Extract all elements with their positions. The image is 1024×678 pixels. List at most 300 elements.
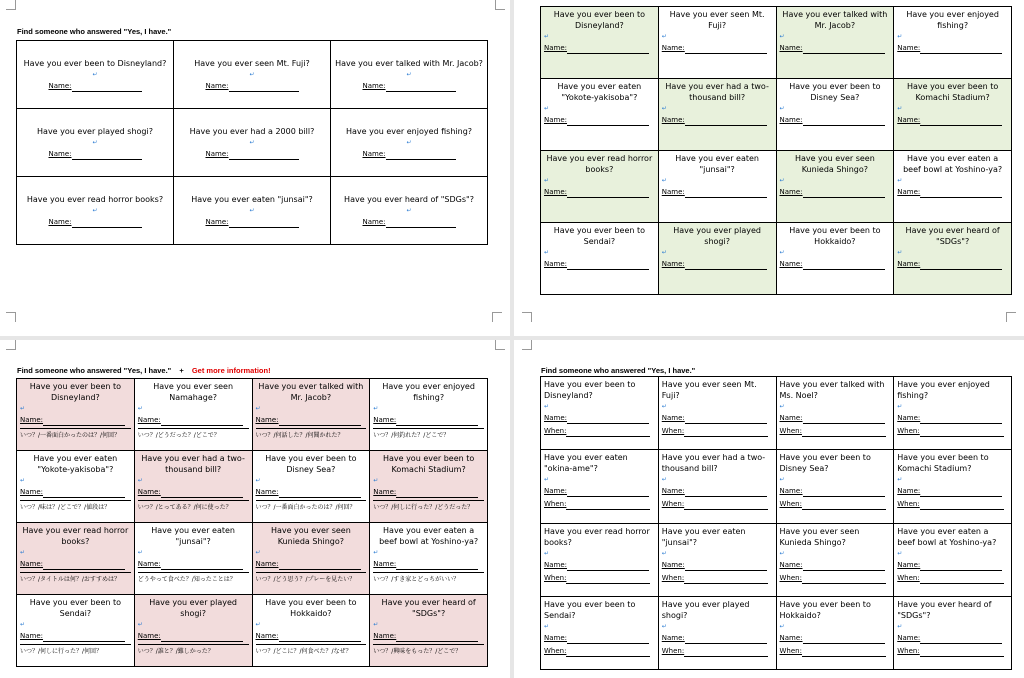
name-field-label: Name: xyxy=(897,260,921,268)
name-field xyxy=(662,486,773,497)
question-text: Have you ever seen Namahage? xyxy=(153,382,234,402)
paragraph-mark: ↵ xyxy=(897,177,903,184)
plus-sign: + xyxy=(179,366,184,375)
question-text: Have you ever had a two-thousand bill? xyxy=(141,454,245,474)
name-field-label: Name: xyxy=(373,416,397,424)
grid-cell xyxy=(894,151,1012,223)
question-text: Have you ever seen Kunieda Shingo? xyxy=(794,154,875,174)
name-field xyxy=(897,187,1008,198)
name-field-label: Name: xyxy=(20,632,44,640)
grid-cell xyxy=(894,523,1012,596)
paragraph-mark: ↵ xyxy=(779,622,785,630)
paragraph-mark: ↵ xyxy=(137,621,143,628)
when-field xyxy=(662,646,773,657)
question-text: Have you ever heard of "SDGs"? xyxy=(905,226,1000,246)
when-field-blank[interactable] xyxy=(684,500,768,510)
paragraph-mark: ↵ xyxy=(373,621,379,628)
name-field-label: Name: xyxy=(255,488,279,496)
name-field xyxy=(544,259,655,270)
grid-cell xyxy=(541,450,659,523)
name-field xyxy=(373,487,484,498)
name-field-label: Name: xyxy=(137,488,161,496)
name-field xyxy=(544,560,655,571)
name-field-blank[interactable] xyxy=(803,487,885,497)
question-text: Have you ever talked with Mr. Jacob? xyxy=(335,58,483,68)
question-text: Have you ever eaten "okina-ame"? xyxy=(544,453,628,474)
when-field-blank[interactable] xyxy=(684,647,768,657)
grid-cell xyxy=(174,177,331,245)
name-field xyxy=(256,487,367,498)
followup-prompts: いつ？/味は？/どこで？/値段は？ xyxy=(20,500,131,513)
when-field xyxy=(544,573,655,584)
when-field-blank[interactable] xyxy=(802,427,886,437)
name-field-blank[interactable] xyxy=(920,44,1002,54)
grid-cell xyxy=(894,7,1012,79)
when-field xyxy=(780,646,891,657)
name-field xyxy=(20,559,131,570)
grid-cell xyxy=(541,7,659,79)
followup-prompts: いつ？/何釣れた？/どこで？ xyxy=(373,428,484,441)
paragraph-mark: ↵ xyxy=(255,405,261,412)
name-field-blank[interactable] xyxy=(685,561,767,571)
paragraph-mark: ↵ xyxy=(406,70,412,78)
when-field-blank[interactable] xyxy=(920,574,1004,584)
name-field xyxy=(897,633,1008,644)
name-field-label: Name: xyxy=(362,217,386,226)
question-text: Have you ever heard of "SDGs"? xyxy=(344,194,474,204)
when-field-blank[interactable] xyxy=(566,647,650,657)
name-field-label: Name: xyxy=(897,633,921,642)
grid-cell xyxy=(658,596,776,669)
name-field-label: Name: xyxy=(779,260,803,268)
question-text: Have you ever been to Sendai? xyxy=(29,598,122,618)
paragraph-mark: ↵ xyxy=(779,249,785,256)
grid-cell xyxy=(776,596,894,669)
question-text: Have you ever eaten "junsai"? xyxy=(151,526,235,546)
name-field-label: Name: xyxy=(897,44,921,52)
grid-cell xyxy=(252,595,370,667)
corner-mark xyxy=(495,0,505,10)
name-field xyxy=(544,486,655,497)
question-text: Have you ever been to Komachi Stadium? xyxy=(906,82,999,102)
name-field-blank[interactable] xyxy=(229,82,299,92)
paragraph-mark: ↵ xyxy=(779,105,785,112)
name-field xyxy=(780,259,891,270)
grid-cell xyxy=(541,223,659,295)
name-field-label: Name: xyxy=(661,260,685,268)
name-field-label: Name: xyxy=(362,149,386,158)
when-field xyxy=(544,426,655,437)
name-field xyxy=(662,413,773,424)
name-field-label: Name: xyxy=(255,632,279,640)
name-field-blank[interactable] xyxy=(72,150,142,160)
document-page-1 xyxy=(0,0,510,336)
name-field-label: Name: xyxy=(897,188,921,196)
grid-cell xyxy=(134,379,252,451)
name-field-blank[interactable] xyxy=(685,634,767,644)
when-field-label: When: xyxy=(661,427,685,435)
name-field-blank[interactable] xyxy=(279,632,361,642)
paragraph-mark: ↵ xyxy=(897,476,903,484)
name-field-label: Name: xyxy=(661,44,685,52)
name-field-blank[interactable] xyxy=(567,487,649,497)
when-field-blank[interactable] xyxy=(566,574,650,584)
grid-cell xyxy=(894,596,1012,669)
name-field-blank[interactable] xyxy=(685,188,767,198)
question-text: Have you ever seen Mt. Fuji? xyxy=(669,10,765,30)
question-text: Have you ever played shogi? xyxy=(673,226,761,246)
paragraph-mark: ↵ xyxy=(137,477,143,484)
find-someone-grid xyxy=(16,40,488,245)
grid-cell xyxy=(541,377,659,450)
name-field-label: Name: xyxy=(779,487,803,496)
question-text: Have you ever been to Disneyland? xyxy=(23,58,167,68)
followup-prompts: いつ？/一番面白かったのは？/何回？ xyxy=(20,428,131,441)
bingo-grid xyxy=(540,6,1012,295)
question-text: Have you ever eaten "junsai"? xyxy=(191,194,313,204)
paragraph-mark: ↵ xyxy=(92,138,98,146)
name-field-blank[interactable] xyxy=(386,218,456,228)
grid-cell xyxy=(134,523,252,595)
question-text: Have you ever been to Hokkaido? xyxy=(265,598,357,618)
question-text: Have you ever played shogi? xyxy=(149,598,237,618)
bingo-grid-followups xyxy=(16,378,488,667)
grid-cell xyxy=(17,379,135,451)
name-field xyxy=(20,487,131,498)
name-field xyxy=(780,43,891,54)
question-text: Have you ever seen Kunieda Shingo? xyxy=(779,526,860,547)
name-field-label: Name: xyxy=(779,633,803,642)
paragraph-mark: ↵ xyxy=(544,622,550,630)
paragraph-mark: ↵ xyxy=(137,405,143,412)
paragraph-mark: ↵ xyxy=(897,249,903,256)
when-field xyxy=(662,499,773,510)
name-field-blank[interactable] xyxy=(567,116,649,126)
followup-prompts: いつ？/何話した？/何聞かれた？ xyxy=(256,428,367,441)
name-field-label: Name: xyxy=(897,414,921,422)
question-text: Have you ever eaten a beef bowl at Yoshino-ya? xyxy=(897,526,997,547)
name-field xyxy=(780,413,891,424)
question-text: Have you ever read horror books? xyxy=(546,154,653,174)
paragraph-mark: ↵ xyxy=(661,105,667,112)
name-field-label: Name: xyxy=(373,632,397,640)
name-field-blank[interactable] xyxy=(279,560,361,570)
name-field-blank[interactable] xyxy=(161,632,243,642)
grid-cell xyxy=(658,79,776,151)
followup-prompts: いつ？/すき家とどっちがいい？ xyxy=(373,572,484,585)
question-text: Have you ever played shogi? xyxy=(37,126,153,136)
name-field-label: Name: xyxy=(205,217,229,226)
name-field xyxy=(662,187,773,198)
name-field-blank[interactable] xyxy=(386,150,456,160)
when-field-label: When: xyxy=(779,573,802,582)
name-field-blank[interactable] xyxy=(685,487,767,497)
corner-mark xyxy=(522,312,532,322)
question-text: Have you ever enjoyed fishing? xyxy=(897,380,990,400)
name-field-blank[interactable] xyxy=(803,44,885,54)
question-text: Have you ever eaten a beef bowl at Yoshino-ya? xyxy=(379,526,479,546)
name-field xyxy=(544,413,655,424)
name-field-blank[interactable] xyxy=(685,414,767,424)
name-field xyxy=(20,217,170,228)
when-field-blank[interactable] xyxy=(802,574,886,584)
name-field-blank[interactable] xyxy=(567,188,649,198)
name-field-blank[interactable] xyxy=(803,634,885,644)
when-field xyxy=(780,573,891,584)
when-field-label: When: xyxy=(779,500,802,509)
paragraph-mark: ↵ xyxy=(255,549,261,556)
name-field-blank[interactable] xyxy=(567,414,649,424)
question-text: Have you ever played shogi? xyxy=(661,599,750,620)
paragraph-mark: ↵ xyxy=(661,549,667,557)
when-field xyxy=(544,646,655,657)
when-field-label: When: xyxy=(779,427,802,435)
name-field-label: Name: xyxy=(20,416,44,424)
grid-cell xyxy=(776,450,894,523)
name-field-label: Name: xyxy=(661,633,685,642)
name-field-label: Name: xyxy=(373,488,397,496)
followup-prompts: いつ？/何しに行った？/どうだった？ xyxy=(373,500,484,513)
question-text: Have you ever seen Mt. Fuji? xyxy=(661,380,757,400)
question-text: Have you ever been to Disney Sea? xyxy=(779,453,871,474)
question-text: Have you ever been to Hokkaido? xyxy=(789,226,881,246)
name-field-blank[interactable] xyxy=(920,634,1002,644)
when-field-label: When: xyxy=(897,573,920,582)
name-field-blank[interactable] xyxy=(567,561,649,571)
name-field-blank[interactable] xyxy=(920,116,1002,126)
paragraph-mark: ↵ xyxy=(544,249,550,256)
name-field xyxy=(334,217,484,228)
name-field-blank[interactable] xyxy=(43,488,125,498)
name-field-label: Name: xyxy=(544,116,568,124)
when-field-blank[interactable] xyxy=(920,427,1004,437)
name-field-blank[interactable] xyxy=(161,560,243,570)
document-page-3 xyxy=(0,340,510,678)
paragraph-mark: ↵ xyxy=(544,476,550,484)
when-field-label: When: xyxy=(897,427,920,435)
followup-prompts: いつ？/どう思う？/プレーを見たい？ xyxy=(256,572,367,585)
when-field-blank[interactable] xyxy=(566,427,650,437)
when-field-blank[interactable] xyxy=(802,647,886,657)
when-field-blank[interactable] xyxy=(684,574,768,584)
name-field xyxy=(256,559,367,570)
name-field-blank[interactable] xyxy=(396,632,478,642)
grid-cell xyxy=(776,151,894,223)
name-field xyxy=(177,149,327,160)
when-field xyxy=(897,426,1008,437)
page-heading: Find someone who answered "Yes, I have." xyxy=(17,27,172,36)
name-field-label: Name: xyxy=(661,188,685,196)
name-field-blank[interactable] xyxy=(279,488,361,498)
name-field xyxy=(544,633,655,644)
grid-cell xyxy=(541,79,659,151)
when-field xyxy=(662,426,773,437)
paragraph-mark: ↵ xyxy=(20,621,26,628)
name-field-label: Name: xyxy=(779,116,803,124)
grid-cell xyxy=(17,451,135,523)
name-field-blank[interactable] xyxy=(685,116,767,126)
question-text: Have you ever enjoyed fishing? xyxy=(382,382,475,402)
name-field-blank[interactable] xyxy=(72,82,142,92)
name-field-label: Name: xyxy=(661,116,685,124)
when-field xyxy=(897,499,1008,510)
followup-prompts: いつ？/とってある？/何に使った？ xyxy=(138,500,249,513)
name-field-blank[interactable] xyxy=(803,260,885,270)
question-text: Have you ever heard of "SDGs"? xyxy=(897,599,992,620)
when-field-blank[interactable] xyxy=(920,500,1004,510)
name-field xyxy=(780,486,891,497)
paragraph-mark: ↵ xyxy=(779,549,785,557)
corner-mark xyxy=(1006,312,1016,322)
followup-prompts: いつ？/何しに行った？/何回？ xyxy=(20,644,131,657)
paragraph-mark: ↵ xyxy=(897,33,903,40)
grid-cell xyxy=(331,41,488,109)
grid-cell xyxy=(252,379,370,451)
heading-text: Find someone who answered "Yes, I have." xyxy=(17,366,172,375)
grid-cell xyxy=(894,450,1012,523)
paragraph-mark: ↵ xyxy=(544,33,550,40)
name-field-blank[interactable] xyxy=(803,561,885,571)
followup-prompts: どうやって食べた？/知ったことは？ xyxy=(138,572,249,585)
name-field-label: Name: xyxy=(137,416,161,424)
paragraph-mark: ↵ xyxy=(779,403,785,410)
followup-prompts: いつ？/興味をもった？/どこで？ xyxy=(373,644,484,657)
name-field-blank[interactable] xyxy=(920,260,1002,270)
name-field-blank[interactable] xyxy=(803,116,885,126)
name-field-blank[interactable] xyxy=(685,44,767,54)
name-field xyxy=(138,487,249,498)
name-field-blank[interactable] xyxy=(803,414,885,424)
question-text: Have you ever been to Sendai? xyxy=(553,226,646,246)
name-field-blank[interactable] xyxy=(567,44,649,54)
question-text: Have you ever enjoyed fishing? xyxy=(906,10,999,30)
corner-mark xyxy=(492,312,502,322)
name-field xyxy=(256,631,367,642)
paragraph-mark: ↵ xyxy=(897,622,903,630)
followup-prompts: いつ？/タイトルは何？/おすすめは？ xyxy=(20,572,131,585)
name-field-label: Name: xyxy=(137,632,161,640)
question-text: Have you ever been to Disneyland? xyxy=(553,10,646,30)
name-field-blank[interactable] xyxy=(161,416,243,426)
name-field-blank[interactable] xyxy=(43,416,125,426)
grid-cell xyxy=(370,523,488,595)
grid-cell xyxy=(174,109,331,177)
when-field-blank[interactable] xyxy=(566,500,650,510)
name-field-blank[interactable] xyxy=(396,560,478,570)
grid-cell xyxy=(658,377,776,450)
name-field-label: Name: xyxy=(897,487,921,496)
grid-cell xyxy=(370,451,488,523)
name-field-blank[interactable] xyxy=(386,82,456,92)
name-field-blank[interactable] xyxy=(920,487,1002,497)
name-field xyxy=(897,43,1008,54)
name-field xyxy=(373,559,484,570)
name-field xyxy=(662,259,773,270)
name-field-blank[interactable] xyxy=(229,218,299,228)
name-field-label: Name: xyxy=(205,149,229,158)
name-field xyxy=(544,43,655,54)
grid-cell xyxy=(370,379,488,451)
question-text: Have you ever read horror books? xyxy=(26,194,164,204)
question-text: Have you ever had a two-thousand bill? xyxy=(661,453,766,474)
when-field-blank[interactable] xyxy=(684,427,768,437)
followup-prompts: いつ？/どこに？/何食べた？/なぜ？ xyxy=(256,644,367,657)
bingo-grid-when xyxy=(540,376,1012,670)
name-field-blank[interactable] xyxy=(279,416,361,426)
paragraph-mark: ↵ xyxy=(249,138,255,146)
paragraph-mark: ↵ xyxy=(779,177,785,184)
name-field-blank[interactable] xyxy=(396,416,478,426)
question-text: Have you ever talked with Mr. Jacob? xyxy=(258,382,364,402)
name-field xyxy=(662,115,773,126)
name-field-blank[interactable] xyxy=(920,188,1002,198)
name-field-blank[interactable] xyxy=(920,561,1002,571)
name-field xyxy=(177,81,327,92)
grid-cell xyxy=(17,595,135,667)
name-field-label: Name: xyxy=(48,149,72,158)
name-field xyxy=(897,259,1008,270)
paragraph-mark: ↵ xyxy=(249,206,255,214)
grid-cell xyxy=(252,451,370,523)
paragraph-mark: ↵ xyxy=(661,622,667,630)
name-field-label: Name: xyxy=(779,44,803,52)
name-field xyxy=(20,149,170,160)
name-field-blank[interactable] xyxy=(43,560,125,570)
name-field-blank[interactable] xyxy=(72,218,142,228)
name-field-blank[interactable] xyxy=(229,150,299,160)
when-field-label: When: xyxy=(544,573,567,582)
paragraph-mark: ↵ xyxy=(255,621,261,628)
name-field xyxy=(897,560,1008,571)
name-field-blank[interactable] xyxy=(920,414,1002,424)
name-field-blank[interactable] xyxy=(685,260,767,270)
paragraph-mark: ↵ xyxy=(20,477,26,484)
paragraph-mark: ↵ xyxy=(661,476,667,484)
when-field-blank[interactable] xyxy=(802,500,886,510)
name-field-label: Name: xyxy=(255,560,279,568)
question-text: Have you ever talked with Ms. Noel? xyxy=(779,380,885,400)
grid-cell xyxy=(776,223,894,295)
question-text: Have you ever read horror books? xyxy=(544,526,650,547)
question-text: Have you ever talked with Mr. Jacob? xyxy=(782,10,888,30)
name-field xyxy=(780,187,891,198)
name-field-label: Name: xyxy=(897,560,921,569)
name-field-label: Name: xyxy=(544,414,568,422)
grid-cell xyxy=(17,109,174,177)
name-field-label: Name: xyxy=(779,414,803,422)
name-field-blank[interactable] xyxy=(43,632,125,642)
name-field-blank[interactable] xyxy=(567,634,649,644)
when-field-blank[interactable] xyxy=(920,647,1004,657)
grid-cell xyxy=(658,450,776,523)
paragraph-mark: ↵ xyxy=(544,403,550,410)
name-field-blank[interactable] xyxy=(161,488,243,498)
paragraph-mark: ↵ xyxy=(373,549,379,556)
when-field-label: When: xyxy=(897,646,920,655)
paragraph-mark: ↵ xyxy=(92,70,98,78)
name-field-blank[interactable] xyxy=(396,488,478,498)
name-field-label: Name: xyxy=(362,81,386,90)
name-field-label: Name: xyxy=(137,560,161,568)
when-field-label: When: xyxy=(544,427,567,435)
name-field-blank[interactable] xyxy=(803,188,885,198)
name-field-label: Name: xyxy=(544,260,568,268)
name-field-blank[interactable] xyxy=(567,260,649,270)
page-heading xyxy=(17,366,271,375)
name-field-label: Name: xyxy=(544,633,568,642)
paragraph-mark: ↵ xyxy=(373,477,379,484)
name-field xyxy=(662,560,773,571)
